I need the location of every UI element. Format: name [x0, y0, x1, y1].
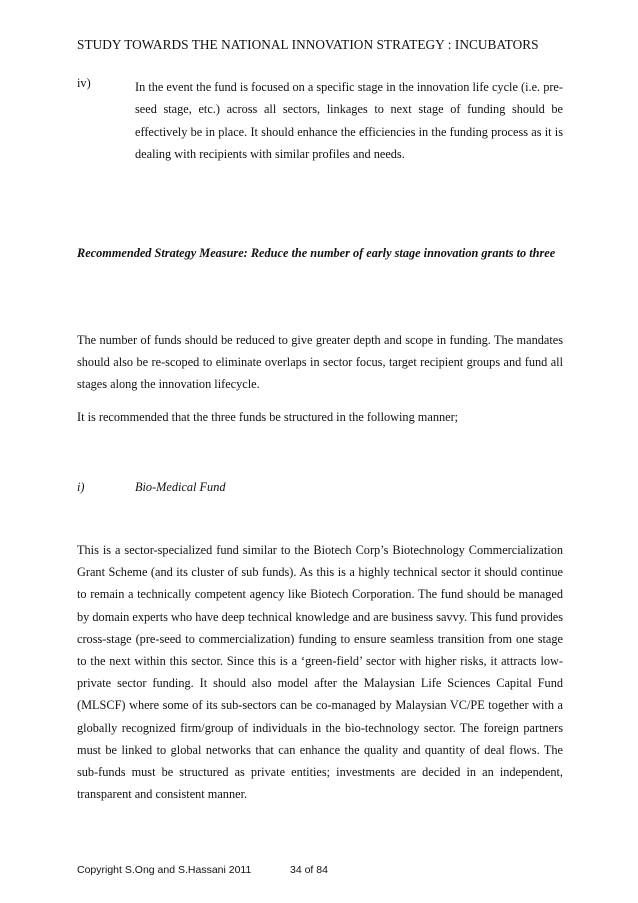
section-heading: Recommended Strategy Measure: Reduce the number of early stage innovation grants to three [77, 246, 556, 260]
subsection-title: Bio-Medical Fund [135, 480, 226, 494]
list-item-number: iv) [77, 76, 91, 90]
subsection-number: i) [77, 480, 85, 494]
paragraph-recommendation: It is recommended that the three funds be structured in the following manner; [77, 410, 459, 424]
list-item-text: In the event the fund is focused on a specific stage in the innovation life cycle (i.e. pre-seed stage, etc.) across all sectors, linkages to next stage of funding should be effectively be in place. It should enhance the efficiencies in the funding process as it is dealing with recipients with similar profiles and needs. [135, 80, 563, 161]
footer-copyright: Copyright S.Ong and S.Hassani 2011 [77, 864, 252, 876]
paragraph-funds-reduction: The number of funds should be reduced to give greater depth and scope in funding. The mandates should also be re-scoped to eliminate overlaps in sector focus, target recipient groups and fund all stages along the innovation lifecycle. [77, 333, 563, 392]
page-header: STUDY TOWARDS THE NATIONAL INNOVATION STRATEGY : INCUBATORS [77, 37, 539, 52]
paragraph-bio-medical-fund: This is a sector-specialized fund similar to the Biotech Corp’s Biotechnology Commercialization Grant Scheme (and its cluster of sub funds). As this is a highly technical sector it should continue to remain a technically competent agency like Biotech Corporation. The fund should be managed by domain experts who have deep technical knowledge and are business savvy. This fund provides cross-stage (pre-seed to commercialization) funding to ensure seamless transition from one stage to the next within this sector. Since this is a ‘green-field’ sector with higher risks, it attracts low-private sector funding. It should also model after the Malaysian Life Sciences Capital Fund (MLSCF) where some of its sub-sectors can be co-managed by Malaysian VC/PE together with a globally recognized firm/group of individuals in the bio-technology sector. The foreign partners must be linked to global networks that can enhance the quality and quantity of deal flows. The sub-funds must be structured as private entities; investments are decided in an independent, transparent and consistent manner. [77, 543, 563, 802]
footer-page-number: 34 of 84 [290, 864, 328, 876]
